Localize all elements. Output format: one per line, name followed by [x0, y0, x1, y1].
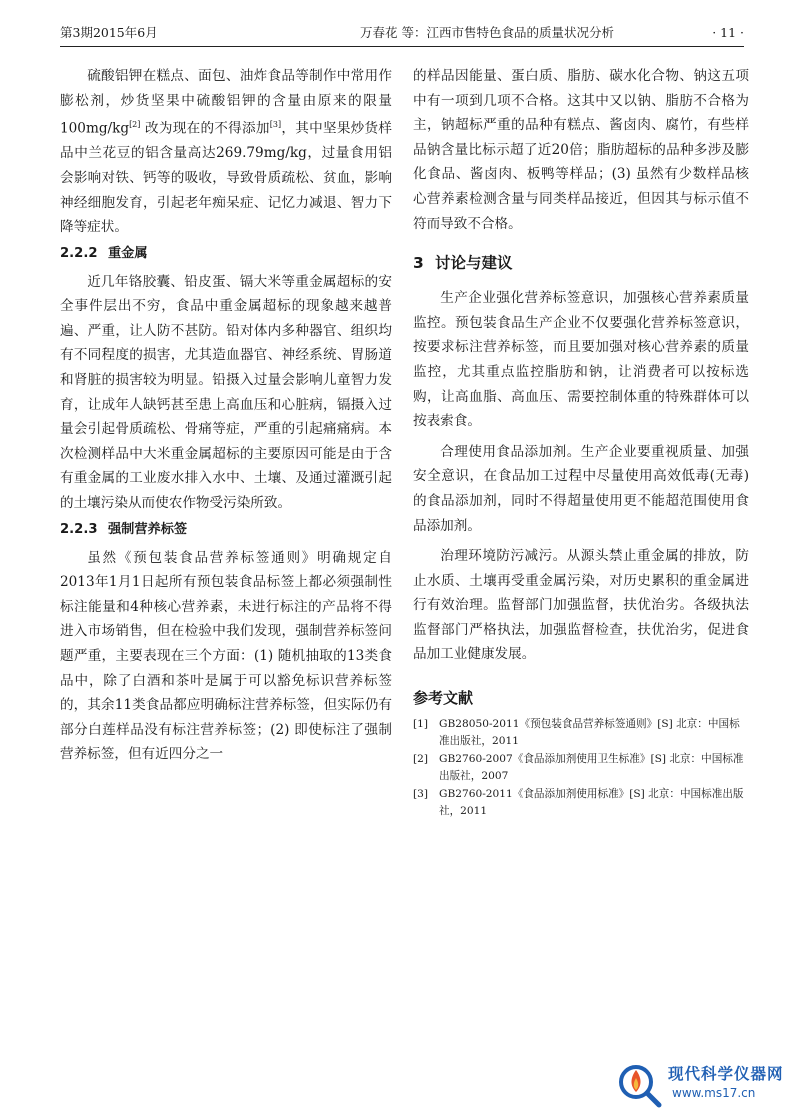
paragraph-heavy-metals: 近几年铬胶囊、铅皮蛋、镉大米等重金属超标的安全事件层出不穷，食品中重金属超标的现象越来越普遍、严重，让人防不甚防。铅对体内多种器官、组织均有不同程度的损害，尤其造血器官、神经系统、胃肠道和肾脏的损害较为明显。铅摄入过量会影响儿童智力发育，让成年人缺钙甚至患上高血压和心脏病，镉摄入过量会引起骨质疏松、骨痛等症，严重的引起痛痛病。本次检测样品中大米重金属超标的主要原因可能是由于含有重金属的工业废水排入水中、土壤、及通过灌溉引起的土壤污染从而使农作物受污染所致。 [60, 273, 392, 512]
left-column [60, 64, 392, 767]
reference-item: [1] GB28050-2011《预包装食品营养标签通则》[S] 北京：中国标准出版社，2011 [413, 718, 740, 748]
subsection-heading-nutrition-label: 2.2.3 强制营养标签 [60, 521, 188, 537]
running-header [60, 22, 744, 47]
subsection-heading-heavy-metals: 2.2.2 重金属 [60, 245, 148, 261]
right-column [413, 64, 749, 821]
paragraph-nutrition-continued: 的样品因能量、蛋白质、脂肪、碳水化合物、钠这五项中有一项到几项不合格。这其中又以钠、脂肪不合格为主，钠超标严重的品种有糕点、酱卤肉、腐竹，有些样品钠含量比标示超了近20倍；脂肪超标的品种多涉及膨化食品、酱卤肉、板鸭等样品；(3) 虽然有少数样品核心营养素检测含量与同类样品接近，但因其与标示值不符而导致不合格。 [413, 68, 749, 232]
section-heading-discussion: 3 讨论与建议 [413, 254, 513, 273]
references-heading: 参考文献 [413, 689, 474, 708]
running-title: 万春花 等：江西市售特色食品的质量状况分析 [360, 25, 614, 40]
paragraph-nutrition-label: 虽然《预包装食品营养标签通则》明确规定自2013年1月1日起所有预包装食品标签上都必须强制性标注能量和4种核心营养素，未进行标注的产品将不得进入市场销售，但在检验中我们发现，强制营养标签问题严重，主要表现在三个方面：(1) 随机抽取的13类食品中，除了白酒和茶叶是属于可以豁免标识营养标签的，其余11类食品都应明确标注营养标签，但实际仍有部分白莲样品没有标注营养标签；(2) 即使标注了强制营养标签，但有近四分之一 [60, 549, 392, 763]
paragraph-suggestion-3: 治理环境防污减污。从源头禁止重金属的排放，防止水质、土壤再受重金属污染，对历史累积的重金属进行有效治理。监督部门加强监督，扶优治劣。各级执法监督部门严格执法，加强监督检查，扶优治劣，促进食品加工业健康发展。 [413, 548, 749, 663]
magnifier-flame-icon [612, 1058, 668, 1110]
watermark-title: 现代科学仪器网 [668, 1065, 784, 1083]
citation-3[interactable]: [3] [269, 120, 282, 130]
paragraph-suggestion-1: 生产企业强化营养标签意识，加强核心营养素质量监控。预包装食品生产企业不仅要强化营养标签意识，按要求标注营养标签，而且要加强对核心营养素的质量监控，尤其重点监控脂肪和钠，让消费者可以按标选购，让高血脂、高血压、需要控制体重的特殊群体可以按表索食。 [413, 290, 749, 430]
paragraph-aluminum: 硫酸铝钾在糕点、面包、油炸食品等制作中常用作膨松剂，炒货坚果中硫酸铝钾的含量由原来的限量100mg/kg[2] 改为现在的不得添加[3]，其中坚果炒货样品中兰花豆的铝含量高达269.79mg/kg，过量食用铝会影响对铁、钙等的吸收，导致骨质疏松、贫血，影响神经细胞发育，引起老年痴呆症、记忆力减退、智力下降等症状。 [60, 68, 393, 236]
reference-item: [2] GB2760-2007《食品添加剂使用卫生标准》[S] 北京：中国标准出版社，2007 [413, 753, 744, 783]
site-watermark [612, 1058, 792, 1110]
watermark-url[interactable]: www.ms17.cn [672, 1086, 756, 1100]
page-number: · 11 · [712, 25, 744, 40]
reference-item: [3] GB2760-2011《食品添加剂使用标准》[S] 北京：中国标准出版社，2011 [413, 788, 744, 818]
paragraph-suggestion-2: 合理使用食品添加剂。生产企业要重视质量、加强安全意识，在食品加工过程中尽量使用高效低毒(无毒)的食品添加剂，同时不得超量使用更不能超范围使用食品添加剂。 [413, 443, 749, 534]
issue-info: 第3期2015年6月 [60, 25, 158, 40]
citation-2[interactable]: [2] [129, 120, 141, 130]
